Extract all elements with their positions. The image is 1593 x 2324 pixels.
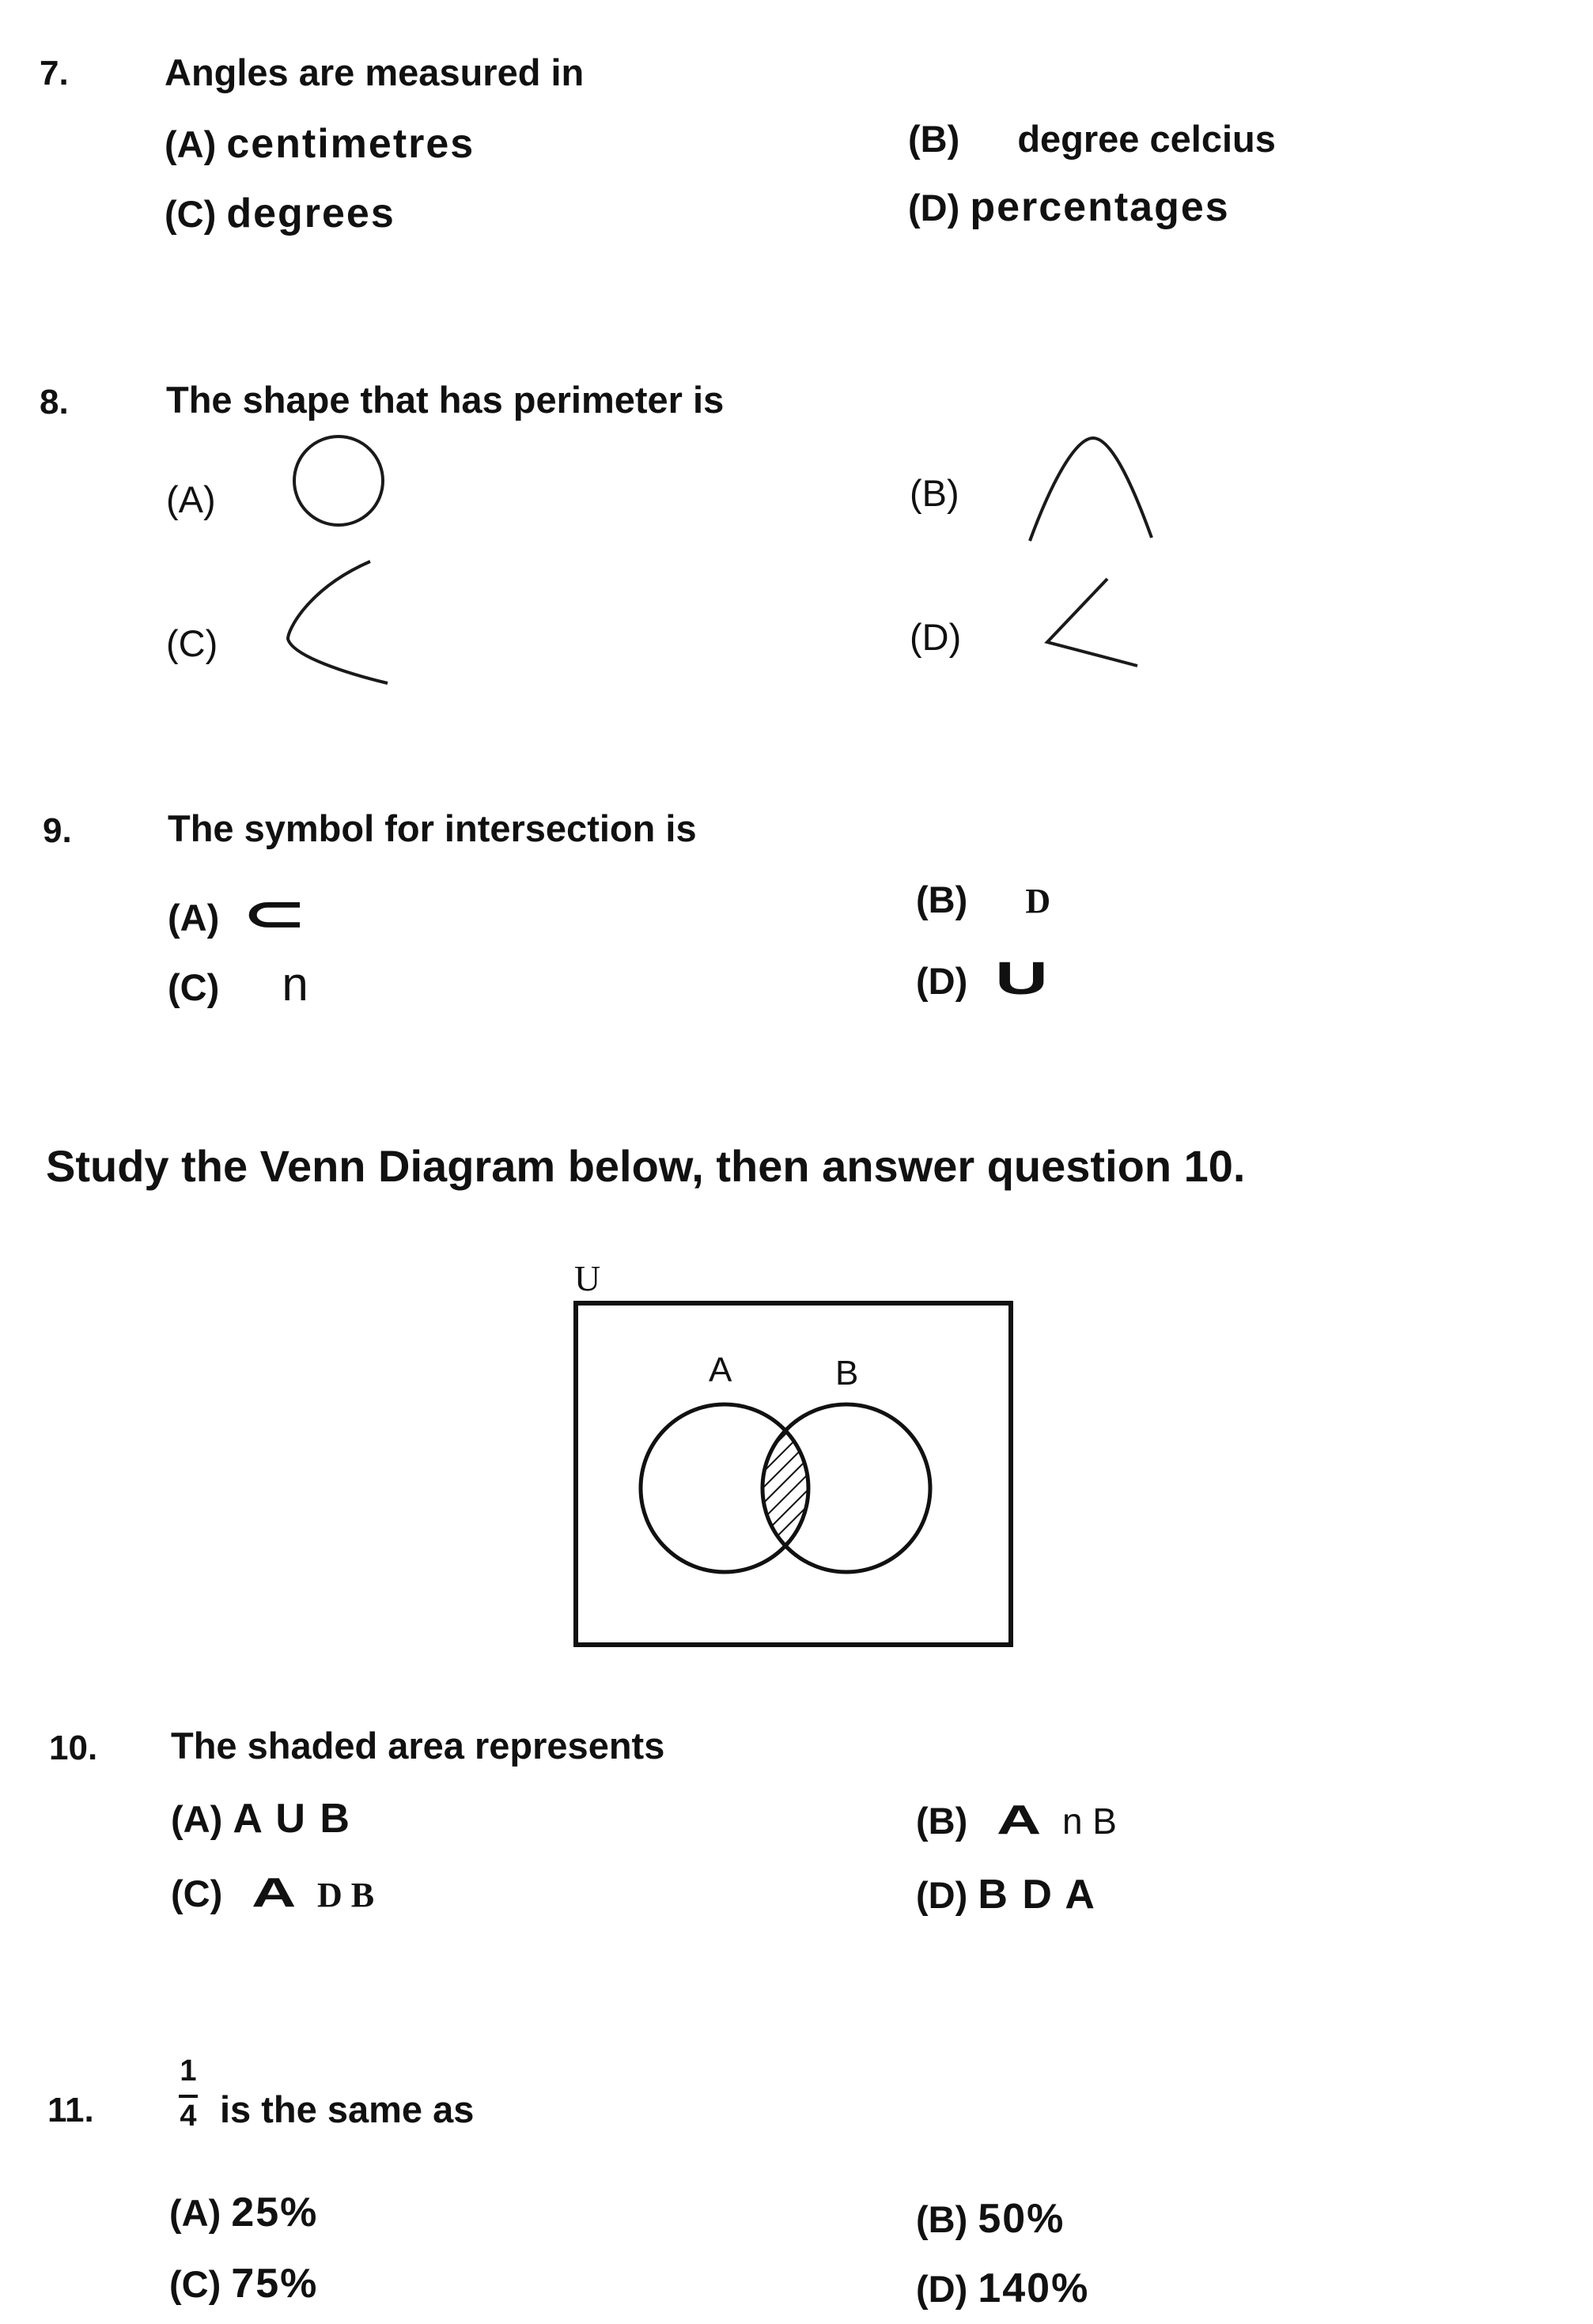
question-10-stem: The shaded area represents — [171, 1725, 665, 1767]
option-text: 75% — [231, 2261, 319, 2307]
question-11-stem: is the same as — [220, 2088, 475, 2130]
question-8-number: 8. — [40, 383, 69, 421]
option-letter: (C) — [168, 966, 220, 1008]
option-text: 50% — [978, 2196, 1065, 2242]
question-9-option-b[interactable] — [916, 878, 1050, 921]
option-letter: (B) — [916, 1800, 968, 1842]
question-9-number: 9. — [43, 811, 72, 850]
fraction — [176, 2054, 201, 2133]
option-text: degrees — [226, 191, 395, 236]
subset-symbol-icon: ⊂ — [242, 885, 307, 942]
question-9-option-a[interactable] — [168, 884, 307, 943]
option-text: 140% — [978, 2265, 1090, 2311]
option-letter: (B) — [916, 879, 968, 920]
question-11-option-a[interactable] — [169, 2189, 318, 2236]
question-7-stem: Angles are measured in — [165, 51, 585, 93]
question-7-option-b[interactable] — [908, 117, 1276, 161]
question-8-option-b-letter[interactable]: (B) — [910, 472, 959, 514]
question-7-option-c[interactable] — [165, 190, 395, 237]
option-text-a: A — [252, 1870, 297, 1916]
question-9-stem: The symbol for intersection is — [168, 807, 697, 849]
intersection-symbol: n — [282, 958, 308, 1011]
option-text-a: A — [997, 1797, 1042, 1843]
fraction-numerator: 1 — [180, 2054, 197, 2088]
question-9-option-c[interactable] — [168, 957, 308, 1011]
question-10-option-d[interactable] — [916, 1871, 1096, 1918]
union-symbol: U — [995, 953, 1049, 1004]
fraction-bar — [179, 2095, 198, 2098]
option-letter: (B) — [908, 118, 960, 160]
option-letter: (D) — [916, 960, 968, 1002]
question-11-option-c[interactable] — [169, 2260, 318, 2307]
option-text: percentages — [970, 184, 1230, 230]
option-text: degree celcius — [1017, 118, 1276, 160]
question-10-option-a[interactable] — [171, 1795, 351, 1842]
open-arch-icon — [1020, 433, 1163, 544]
fraction-denominator: 4 — [180, 2099, 197, 2133]
option-text-b: D B — [316, 1876, 375, 1914]
angle-icon — [1036, 569, 1147, 672]
venn-diagram — [554, 1289, 1044, 1661]
option-text: centimetres — [226, 121, 475, 167]
circle-icon — [285, 430, 388, 533]
option-letter: (C) — [165, 193, 217, 235]
question-11-number: 11. — [47, 2091, 94, 2129]
option-text: A U B — [233, 1796, 351, 1842]
venn-set-a-label: A — [709, 1351, 732, 1389]
question-7-number: 7. — [40, 54, 69, 93]
option-letter: (C) — [169, 2263, 221, 2305]
option-letter: (D) — [908, 187, 960, 229]
option-text: D — [1025, 882, 1051, 920]
venn-universal-label: U — [574, 1258, 601, 1298]
open-curve-icon — [277, 557, 403, 691]
option-letter: (D) — [916, 1874, 968, 1916]
question-7-option-a[interactable] — [165, 120, 475, 168]
question-8-option-c-letter[interactable]: (C) — [166, 622, 218, 664]
option-letter: (C) — [171, 1872, 223, 1914]
question-11-option-d[interactable] — [916, 2265, 1089, 2312]
instruction-text: Study the Venn Diagram below, then answer question 10. — [46, 1141, 1246, 1191]
option-text-b: n B — [1061, 1801, 1117, 1842]
option-text: 25% — [231, 2190, 319, 2235]
option-letter: (D) — [916, 2268, 968, 2310]
question-10-number: 10. — [49, 1729, 98, 1767]
option-text: B D A — [978, 1872, 1096, 1918]
question-8-stem: The shape that has perimeter is — [166, 379, 725, 421]
option-letter: (A) — [171, 1798, 223, 1840]
option-letter: (B) — [916, 2198, 968, 2240]
option-letter: (A) — [169, 2192, 221, 2234]
question-9-option-d[interactable] — [916, 952, 1049, 1005]
question-7-option-d[interactable] — [908, 183, 1230, 231]
option-letter: (A) — [168, 897, 220, 939]
option-letter: (A) — [165, 123, 217, 165]
question-10-option-b[interactable] — [916, 1797, 1117, 1844]
question-8-option-d-letter[interactable]: (D) — [910, 616, 962, 658]
question-11-option-b[interactable] — [916, 2195, 1065, 2243]
question-10-option-c[interactable] — [171, 1869, 374, 1917]
question-8-option-a-letter[interactable]: (A) — [166, 478, 216, 520]
venn-set-b-label: B — [835, 1354, 859, 1393]
